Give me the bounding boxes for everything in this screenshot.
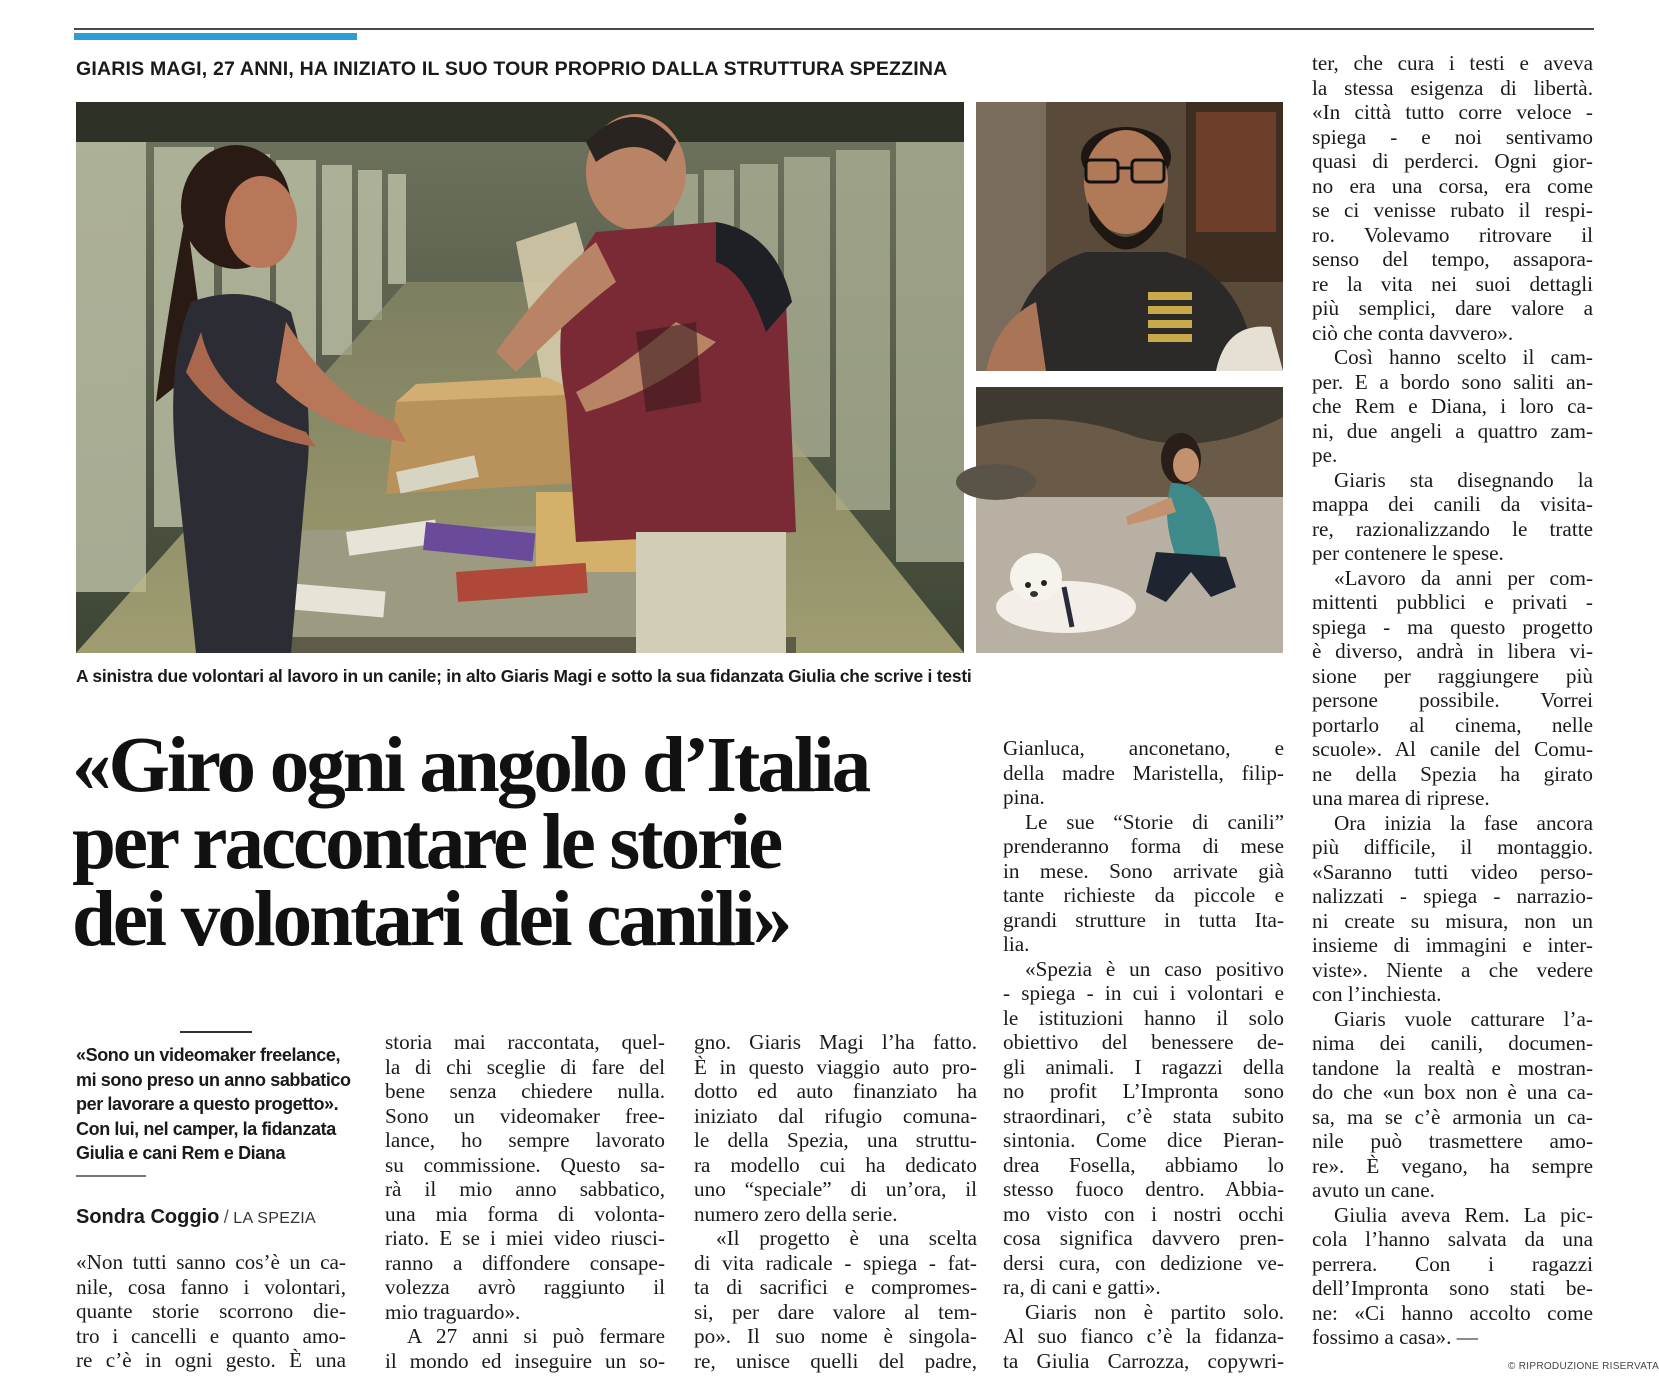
body-text-line: una mia forma di volonta-: [385, 1201, 665, 1226]
summary: [76, 1043, 351, 1166]
body-text-line: ra, di cani e gatti».: [1003, 1275, 1161, 1299]
body-text-line: A 27 anni si può fermare: [407, 1324, 665, 1348]
body-text-line: gli animali. I ragazzi della: [1003, 1054, 1284, 1079]
body-text-line: prenderanno forma di mese: [1003, 834, 1284, 858]
body-text-line: della madre Maristella, filip-: [1003, 760, 1284, 785]
summary-line: Giulia e cani Rem e Diana: [76, 1143, 286, 1163]
body-text-line: Ora inizia la fase ancora: [1334, 810, 1593, 835]
body-text-line: «Non tutti sanno cos’è un ca-: [76, 1250, 346, 1274]
body-text-line: ter, che cura i testi e aveva: [1312, 51, 1593, 75]
body-column-1: [76, 1250, 346, 1373]
body-text-line: «Lavoro da anni per com-: [1334, 565, 1593, 590]
body-text-line: ciò che conta davvero».: [1312, 320, 1514, 345]
body-text-line: Giaris non è partito solo.: [1025, 1299, 1284, 1324]
body-text-line: la di chi sceglie di fare del: [385, 1054, 665, 1079]
body-text-line: - spiega - in cui i volontari e: [1003, 981, 1284, 1005]
body-text-line: quasi di perderci. Ogni gior-: [1312, 149, 1593, 173]
body-text-line: in mese. Sono arrivate già: [1003, 858, 1284, 883]
headline-line: «Giro ogni angolo d’Italia: [72, 722, 869, 809]
body-text-line: re, unisce quelli del padre,: [694, 1348, 977, 1373]
body-text-line: più difficile, il montaggio.: [1312, 835, 1593, 859]
top-rule: [74, 28, 1594, 30]
body-text-line: spiega - e noi sentivamo: [1312, 124, 1593, 149]
byline-rule: [76, 1175, 146, 1177]
body-text-line: nile, cosa fanno i volontari,: [76, 1274, 346, 1299]
body-text-line: è diverso, andrà in libera vi-: [1312, 639, 1593, 663]
body-column-4: [1003, 736, 1284, 1373]
body-text-line: Giaris vuole catturare l’a-: [1334, 1006, 1593, 1031]
body-text-line: cosa significa davvero pren-: [1003, 1226, 1284, 1250]
body-text-line: È in questo viaggio auto pro-: [694, 1054, 977, 1079]
byline-separator: /: [223, 1207, 229, 1227]
body-text-line: Giaris sta disegnando la: [1334, 467, 1593, 492]
body-text-line: uno “speciale” di un’ora, il: [694, 1177, 977, 1201]
body-text-line: per. E a bordo sono saliti an-: [1312, 369, 1593, 394]
body-text-line: mappa dei canili da visita-: [1312, 492, 1593, 516]
body-text-line: una marea di riprese.: [1312, 786, 1490, 810]
body-text-line: di vita radicale - spiega - fat-: [694, 1250, 977, 1275]
body-text-line: grandi strutture in tutta Ita-: [1003, 907, 1284, 932]
body-text-line: ranno a diffondere consape-: [385, 1250, 665, 1275]
body-text-line: ra modello cui ha dedicato: [694, 1152, 977, 1177]
body-text-line: la stessa esigenza di libertà.: [1312, 75, 1593, 100]
body-text-line: insieme di immagini e inter-: [1312, 933, 1593, 957]
body-text-line: tante richieste da piccole e: [1003, 883, 1284, 907]
body-text-line: senso del tempo, assapora-: [1312, 247, 1593, 271]
body-text-line: se ci venisse rubato il respi-: [1312, 198, 1593, 222]
body-text-line: dell’Impronta sono stati be-: [1312, 1276, 1593, 1300]
body-text-line: ni, due angeli a quattro zam-: [1312, 418, 1593, 443]
photo-giaris-portrait: [976, 102, 1283, 371]
body-text-line: Sono un videomaker free-: [385, 1103, 665, 1128]
body-column-2: [385, 1030, 665, 1373]
photo-giulia-dog-image: [976, 387, 1283, 653]
body-text-line: Al suo fianco c’è la fidanza-: [1003, 1324, 1284, 1348]
body-text-line: gno. Giaris Magi l’ha fatto.: [694, 1030, 977, 1054]
body-text-line: dersi cura, con dedizione ve-: [1003, 1250, 1284, 1275]
body-text-line: le istituzioni hanno il solo: [1003, 1005, 1284, 1030]
body-text-line: sa, ma se c’è armonia un ca-: [1312, 1104, 1593, 1129]
body-text-line: nima dei canili, documen-: [1312, 1031, 1593, 1055]
body-text-line: sintonia. Come dice Pieran-: [1003, 1128, 1284, 1152]
body-text-line: sione per raggiungere più: [1312, 663, 1593, 688]
body-text-line: più semplici, dare valore a: [1312, 296, 1593, 320]
body-text-line: ni create su misura, non un: [1312, 908, 1593, 933]
photo-giaris-portrait-image: [976, 102, 1283, 371]
body-text-line: numero zero della serie.: [694, 1201, 898, 1226]
body-text-line: le della Spezia, una struttu-: [694, 1128, 977, 1152]
headline-line: per raccontare le storie: [72, 799, 781, 886]
body-text-line: volezza avrò raggiunto il: [385, 1275, 665, 1299]
body-text-line: cola l’hanno salvata da una: [1312, 1227, 1593, 1251]
body-text-line: il mondo ed inseguire un so-: [385, 1348, 665, 1373]
body-column-5: [1312, 51, 1593, 1350]
headline-line: dei volontari dei canili»: [72, 876, 790, 963]
photo-giulia-dog: [976, 387, 1283, 653]
body-text-line: obiettivo del benessere de-: [1003, 1030, 1284, 1054]
body-text-line: dotto ed auto finanziato ha: [694, 1079, 977, 1103]
body-text-line: si, per dare valore al tem-: [694, 1299, 977, 1324]
body-text-line: bene senza chiedere nulla.: [385, 1079, 665, 1103]
body-text-line: persone possibile. Vorrei: [1312, 688, 1593, 712]
body-text-line: avuto un cane.: [1312, 1178, 1435, 1202]
body-text-line: ne: «Ci hanno accolto come: [1312, 1300, 1593, 1325]
body-text-line: re, razionalizzando le tratte: [1312, 516, 1593, 541]
body-text-line: pe.: [1312, 443, 1338, 467]
body-text-line: Giulia aveva Rem. La pic-: [1334, 1202, 1593, 1227]
body-text-line: lance, ho sempre lavorato: [385, 1128, 665, 1152]
section-accent-bar: [74, 33, 357, 40]
summary-line: Con lui, nel camper, la fidanzata: [76, 1118, 336, 1139]
body-text-line: che Rem e Diana, i loro ca-: [1312, 394, 1593, 418]
body-text-line: tro i cancelli e quanto amo-: [76, 1323, 346, 1348]
summary-rule: [180, 1031, 252, 1033]
body-text-line: re la vita nei suoi dettagli: [1312, 271, 1593, 296]
body-text-line: storia mai raccontata, quel-: [385, 1030, 665, 1054]
body-text-line: spiega - ma questo progetto: [1312, 614, 1593, 639]
byline: [76, 1206, 316, 1229]
body-text-line: ta Giulia Carrozza, copywri-: [1003, 1348, 1284, 1373]
body-text-line: «Il progetto è una scelta: [716, 1226, 977, 1250]
body-text-line: no era una corsa, era come: [1312, 173, 1593, 198]
body-text-line: «In città tutto corre veloce -: [1312, 100, 1593, 124]
body-text-line: Così hanno scelto il cam-: [1334, 345, 1593, 369]
body-text-line: Gianluca, anconetano, e: [1003, 736, 1284, 760]
body-text-line: nile può trasmettere amo-: [1312, 1129, 1593, 1153]
body-text-line: Le sue “Storie di canili”: [1025, 809, 1284, 834]
body-text-line: no profit L’Impronta sono: [1003, 1079, 1284, 1103]
summary-line: «Sono un videomaker freelance,: [76, 1045, 341, 1065]
author-name: Sondra Coggio: [76, 1206, 220, 1228]
copyright-notice: © RIPRODUZIONE RISERVATA: [1508, 1361, 1659, 1372]
body-text-line: re c’è in ogni gesto. È una: [76, 1348, 346, 1372]
summary-line: mi sono preso un anno sabbatico: [76, 1069, 351, 1090]
body-text-line: ne della Spezia ha girato: [1312, 761, 1593, 786]
body-text-line: portarlo al cinema, nelle: [1312, 712, 1593, 737]
body-text-line: rà il mio anno sabbatico,: [385, 1177, 665, 1201]
body-text-line: scuole». Al canile del Comu-: [1312, 737, 1593, 761]
body-text-line: nalizzati - spiega - narrazio-: [1312, 884, 1593, 908]
body-text-line: drea Fosella, abbiamo lo: [1003, 1152, 1284, 1177]
kicker: GIARIS MAGI, 27 ANNI, HA INIZIATO IL SUO TOUR PROPRIO DALLA STRUTTURA SPEZZINA: [76, 58, 948, 80]
body-text-line: po». Il suo nome è singola-: [694, 1324, 977, 1348]
body-text-line: straordinari, c’è stata subito: [1003, 1103, 1284, 1128]
body-text-line: perrera. Con i ragazzi: [1312, 1251, 1593, 1276]
body-text-line: ro. Volevamo ritrovare il: [1312, 222, 1593, 247]
body-text-line: su commissione. Questo sa-: [385, 1152, 665, 1177]
body-column-3: [694, 1030, 977, 1373]
body-text-line: viste». Niente a che vedere: [1312, 957, 1593, 982]
photo-caption: A sinistra due volontari al lavoro in un canile; in alto Giaris Magi e sotto la sua fidanzata Giulia che scrive i testi: [76, 666, 972, 686]
summary-line: per lavorare a questo progetto».: [76, 1094, 339, 1114]
headline: [72, 722, 992, 963]
body-text-line: mio traguardo».: [385, 1299, 521, 1324]
body-text-line: fossimo a casa». —: [1312, 1325, 1478, 1349]
body-text-line: mo visto con i nostri occhi: [1003, 1201, 1284, 1226]
body-text-line: mittenti pubblici e privati -: [1312, 590, 1593, 614]
body-text-line: iniziato dal rifugio comuna-: [694, 1103, 977, 1128]
body-text-line: lia.: [1003, 932, 1030, 956]
body-text-line: «Saranno tutti video perso-: [1312, 859, 1593, 884]
body-text-line: do che «un box non è una ca-: [1312, 1080, 1593, 1104]
body-text-line: tandone la realtà e mostran-: [1312, 1055, 1593, 1080]
body-text-line: re». È vegano, ha sempre: [1312, 1153, 1593, 1178]
body-text-line: ta di sacrifici e compromes-: [694, 1275, 977, 1299]
body-text-line: «Spezia è un caso positivo: [1025, 956, 1284, 981]
body-text-line: con l’inchiesta.: [1312, 982, 1442, 1006]
photo-volunteers: [76, 102, 964, 653]
photo-volunteers-image: [76, 102, 964, 653]
body-text-line: quante storie scorrono die-: [76, 1299, 346, 1323]
body-text-line: stesso fuoco dentro. Abbia-: [1003, 1177, 1284, 1201]
byline-place: LA SPEZIA: [233, 1210, 316, 1227]
body-text-line: per contenere le spese.: [1312, 541, 1504, 565]
body-text-line: pina.: [1003, 785, 1045, 809]
body-text-line: riato. E se i miei video riusci-: [385, 1226, 665, 1250]
